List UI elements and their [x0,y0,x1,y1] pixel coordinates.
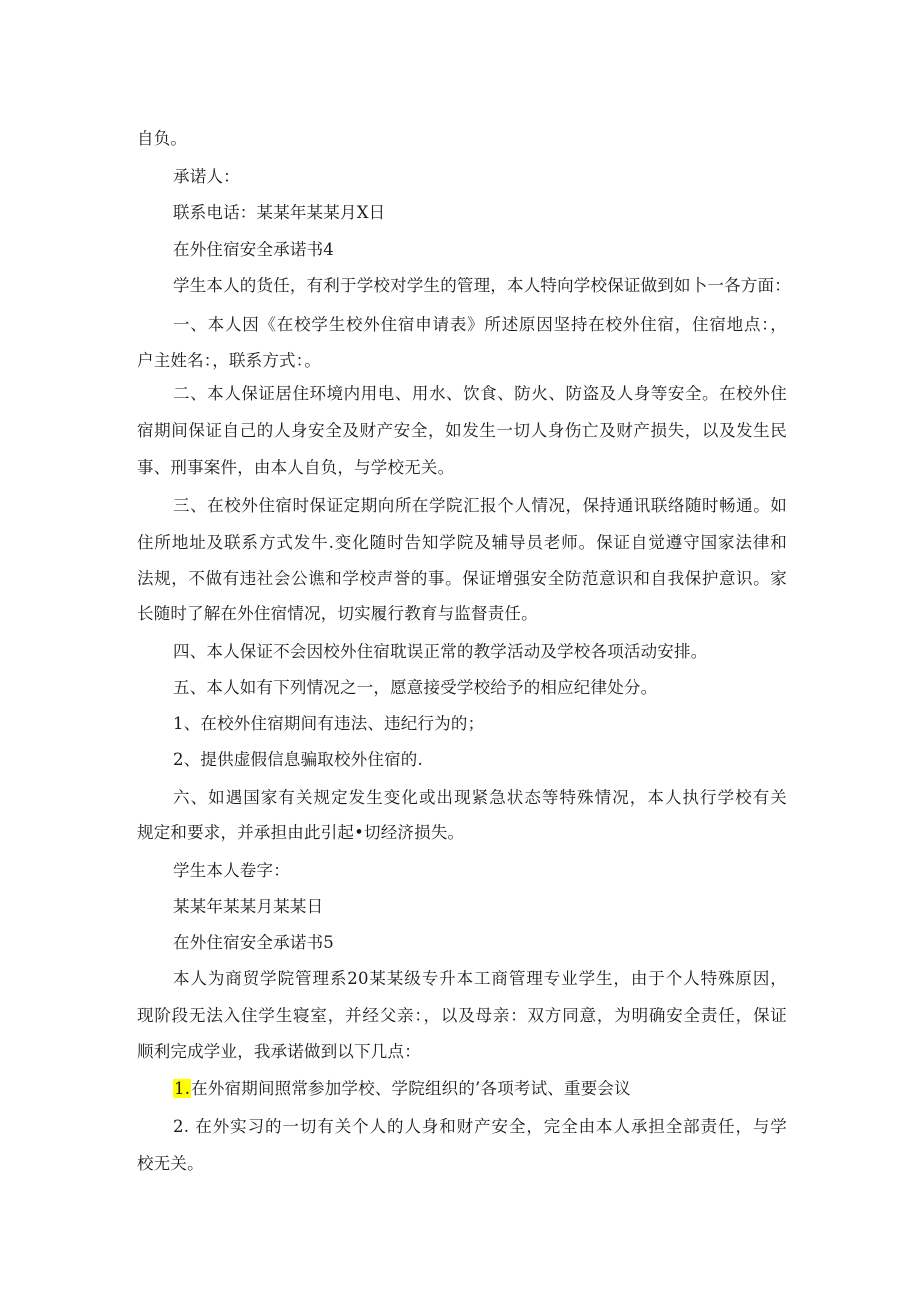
text-line: 住所地址及联系方式发牛.变化随时告知学院及辅导员老师。保证自觉遵守国家法律和 [137,533,787,552]
text-line: 本人为商贸学院管理系20某某级专升本工商管理专业学生，由于个人特殊原因， [173,969,787,988]
text-line: 六、如遇国家有关规定发生变化或出现紧急状态等特殊情况，本人执行学校有关 [173,788,787,807]
list-item: 2、提供虚假信息骗取校外住宿的. [173,750,423,769]
text-line: 法规，不做有违社会公谯和学校声誉的事。保证增强安全防范意识和自我保护意识。家 [137,569,787,588]
text-line: 五、本人如有下列情况之一，愿意接受学校给予的相应纪律处分。 [173,678,658,697]
text-line: 事、刑事案件，由本人自负，与学校无关。 [137,458,455,477]
section-heading: 在外住宿安全承诺书5 [173,933,334,952]
list-item: 2. 在外实习的一切有关个人的人身和财产安全，完全由本人承担全部责任，与学 [173,1117,787,1136]
text-line: 规定和要求，并承担由此引起•切经济损失。 [137,823,465,842]
text-line: 现阶段无法入住学生寝室，并经父亲：，以及母亲：双方同意，为明确安全责任，保证 [137,1006,787,1025]
list-item: 1、在校外住宿期间有违法、违纪行为的； [173,714,485,733]
text-line: 户主姓名：，联系方式：。 [137,351,321,370]
text-line: 二、本人保证居住环境内用电、用水、饮食、防火、防盗及人身等安全。在校外住 [173,384,787,403]
text-line: 某某年某某月某某日 [173,897,324,916]
text-line: 学生本人卷字： [173,861,290,880]
list-item [173,1078,787,1100]
text-line: 学生本人的货任，有利于学校对学生的管理，本人特向学校保证做到如卜一各方面： [173,276,791,295]
section-heading: 在外住宿安全承诺书4 [173,240,334,259]
text-line: 一、本人因《在校学生校外住宿申请表》所述原因坚持在校外住宿，住宿地点：， [173,315,787,334]
text-line: 三、在校外住宿时保证定期向所在学院汇报个人情况，保持通讯联络随时畅通。如 [173,496,787,515]
text-line: 顺利完成学业，我承诺做到以下几点： [137,1042,421,1061]
list-item-text: 在外宿期间照常参加学校、学院组织的’各项考试、重要会议 [191,1079,631,1098]
text-line: 长随时了解在外住宿情况，切实履行教育与监督责任。 [137,604,538,623]
text-line: 联系电话：某某年某某月X日 [173,203,386,222]
text-line: 四、本人保证不会因校外住宿耽误正常的教学活动及学校各项活动安排。 [173,642,708,661]
text-line: 校无关。 [137,1154,204,1173]
text-line: 自负。 [137,129,188,148]
text-line: 宿期间保证自己的人身安全及财产安全，如发生一切人身伤亡及财产损失，以及发生民 [137,421,787,440]
highlighted-number: 1. [174,1079,191,1098]
text-line: 承诺人： [173,167,240,186]
